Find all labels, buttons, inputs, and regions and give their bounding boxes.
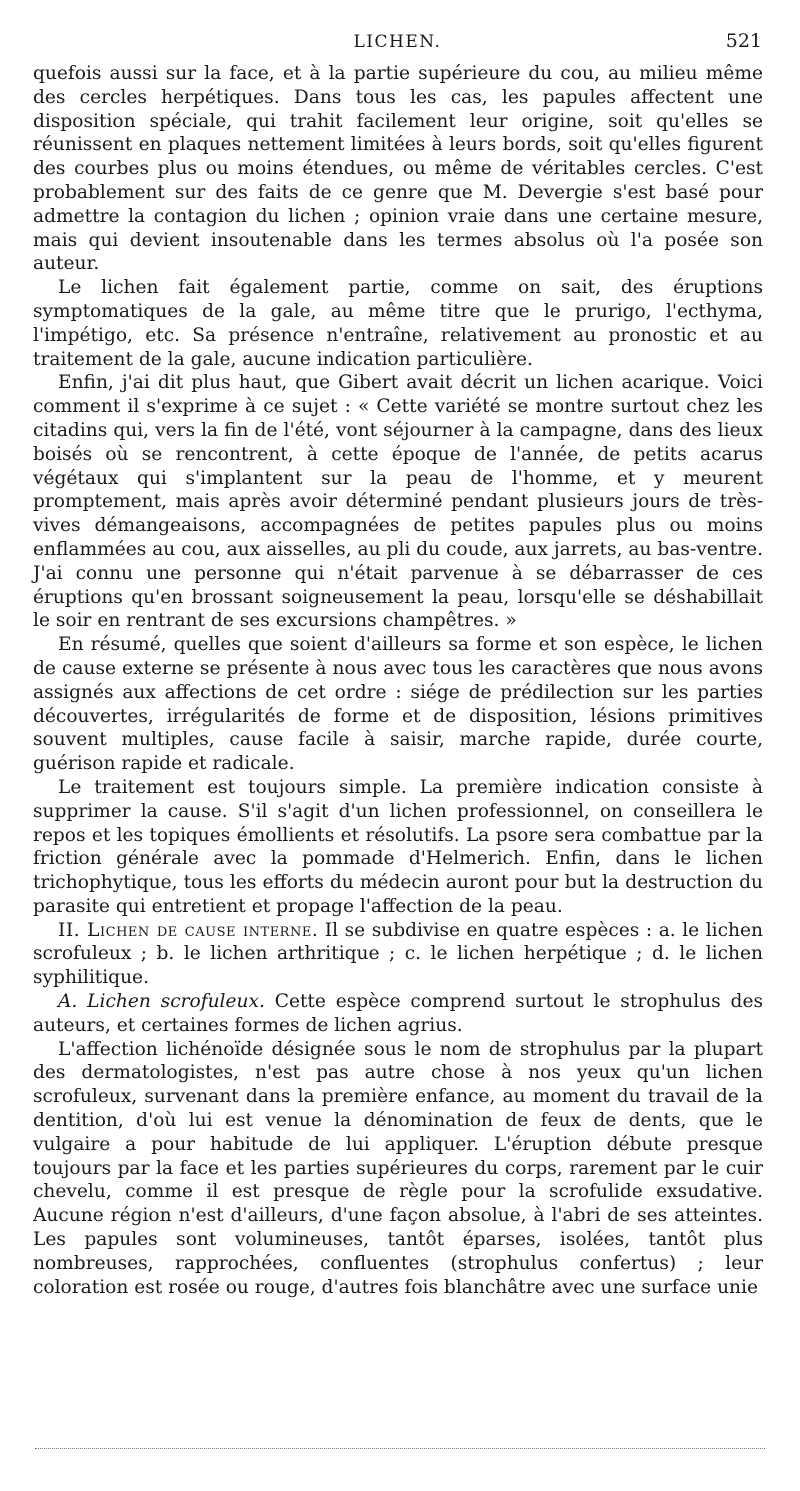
section-a-text: Cette espèce comprend surtout le strophulus des auteurs, et certaines formes de lichen agrius. bbox=[33, 991, 763, 1036]
page-number: 521 bbox=[725, 30, 762, 52]
paragraph-section-a bbox=[33, 990, 763, 1038]
page-header bbox=[33, 30, 762, 58]
section-a-heading: A. Lichen scrofuleux. bbox=[58, 991, 265, 1013]
paragraph-traitement: Le traitement est toujours simple. La première indication consiste à supprimer la cause. S'il s'agit d'un lichen professionnel, on conseillera le repos et les topiques émollients et résolutifs. La psore sera combattue par la friction générale avec la pommade d'Helmerich. Enfin, dans le lichen trichophytique, tous les efforts du médecin auront pour but la destruction du parasite qui entretient et propage l'affection de la peau. bbox=[33, 776, 763, 917]
section-ii-heading: II. Lichen de cause interne. bbox=[58, 919, 319, 941]
body-text bbox=[33, 62, 763, 1299]
paragraph-gale: Le lichen fait également partie, comme on sait, des éruptions symptomatiques de la gale, au même titre que le prurigo, l'ecthyma, l'impétigo, etc. Sa présence n'entraîne, relativement au pronostic et au traitement de la gale, aucune indication particulière. bbox=[33, 277, 763, 370]
paragraph-resume: En résumé, quelles que soient d'ailleurs sa forme et son espèce, le lichen de cause externe se présente à nous avec tous les caractères que nous avons assignés aux affections de cet ordre : siége de prédilection sur les parties découvertes, irrégularités de forme et de disposition, lésions primitives souvent multiples, cause facile à saisir, marche rapide, durée courte, guérison rapide et radicale. bbox=[33, 634, 763, 775]
running-head: LICHEN. bbox=[353, 32, 442, 52]
paragraph-gibert: Enfin, j'ai dit plus haut, que Gibert avait décrit un lichen acarique. Voici comment il s'exprime à ce sujet : « Cette variété se montre surtout chez les citadins qui, vers la fin de l'été, vont séjourner à la campagne, dans des lieux boisés où se rencontrent, à cette époque de l'année, de petits acarus végétaux qui s'implantent sur la peau de l'homme, et y meurent promptement, mais après avoir déterminé pendant plusieurs jours de très-vives démangeaisons, accompagnées de petites papules plus ou moins enflammées au cou, aux aisselles, au pli du coude, aux jarrets, au bas-ventre. J'ai connu une personne qui n'était parvenue à se débarrasser de ces éruptions qu'en brossant soigneusement la peau, lorsqu'elle se déshabillait le soir en rentrant de ses excursions champêtres. » bbox=[33, 372, 763, 632]
paragraph-strophulus: L'affection lichénoïde désignée sous le nom de strophulus par la plupart des dermatologistes, n'est pas autre chose à nos yeux qu'un lichen scrofuleux, survenant dans la première enfance, au moment du travail de la dentition, d'où lui est venue la dénomination de feux de dents, que le vulgaire a pour habitude de lui appliquer. L'éruption débute presque toujours par la face et les parties supérieures du corps, rarement par le cuir chevelu, comme il est presque de règle pour la scrofulide exsudative. Aucune région n'est d'ailleurs, d'une façon absolue, à l'abri de ses atteintes. Les papules sont volumineuses, tantôt éparses, isolées, tantôt plus nombreuses, rapprochées, confluentes (strophulus confertus) ; leur coloration est rosée ou rouge, d'autres fois blanchâtre avec une surface unie bbox=[33, 1038, 763, 1298]
paragraph-section-ii bbox=[33, 919, 763, 990]
footer-dotted-rule bbox=[35, 1448, 765, 1449]
section-ii-text: Il se subdivise en quatre espèces : a. le lichen scrofuleux ; b. le lichen arthritique ; c. le lichen herpétique ; d. le lichen syphilitique. bbox=[33, 919, 763, 989]
paragraph-continuation: quefois aussi sur la face, et à la partie supérieure du cou, au milieu même des cercles herpétiques. Dans tous les cas, les papules affectent une disposition spéciale, qui trahit facilement leur origine, soit qu'elles se réunissent en plaques nettement limitées à leurs bords, soit qu'elles figurent des courbes plus ou moins étendues, ou même de véritables cercles. C'est probablement sur des faits de ce genre que M. Devergie s'est basé pour admettre la contagion du lichen ; opinion vraie dans une certaine mesure, mais qui devient insoutenable dans les termes absolus où l'a posée son auteur. bbox=[33, 63, 763, 275]
